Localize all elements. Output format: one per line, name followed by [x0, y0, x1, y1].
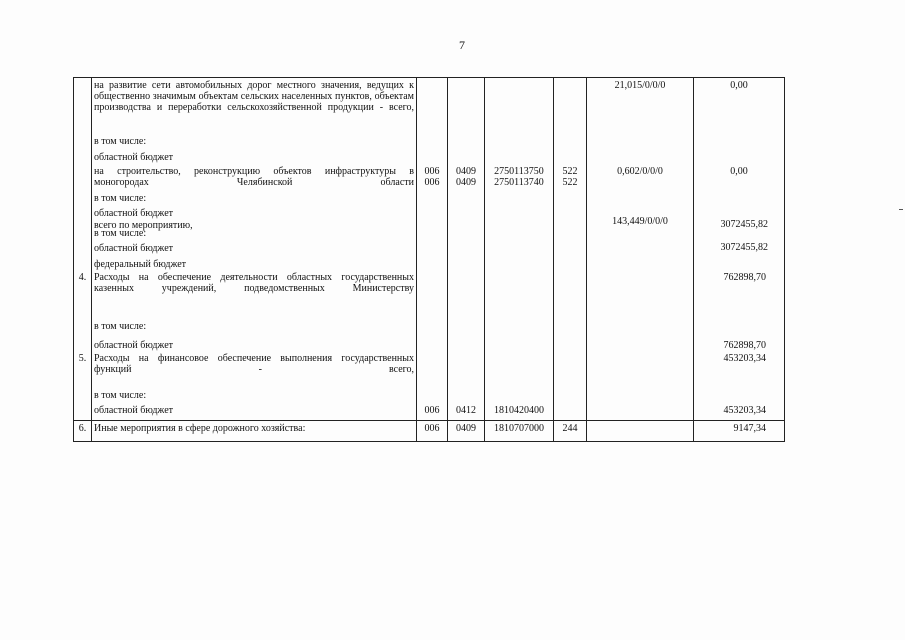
row-description: областной бюджет	[94, 340, 174, 351]
table-border-left	[73, 77, 74, 442]
row-description: в том числе:	[94, 390, 147, 401]
amount-value: 453203,34	[723, 353, 766, 364]
column-divider	[553, 77, 554, 442]
target-code: 2750113740	[494, 177, 544, 188]
row-description: федеральный бюджет	[94, 259, 187, 270]
table-border-top	[73, 77, 785, 78]
section-code: 0409	[456, 423, 476, 434]
row-description: Иные мероприятия в сфере дорожного хозяйства:	[94, 423, 306, 434]
target-code: 1810420400	[494, 405, 544, 416]
scan-edge-mark	[899, 209, 903, 210]
row-number: 4.	[78, 272, 87, 283]
column-divider	[484, 77, 485, 442]
row-description: на развитие сети автомобильных дорог местного значения, ведущих к общественно значимым объектам сельских населенных пунктов, объектам производства и переработки сельскохозяйственной продукции - всего,	[94, 80, 414, 113]
expense-type-code: 244	[562, 423, 578, 434]
column-divider	[91, 77, 92, 442]
page-number: 7	[459, 38, 465, 52]
column-divider	[416, 77, 417, 442]
row-description: в том числе:	[94, 228, 147, 239]
section-code: 0409	[456, 166, 476, 177]
table-border-bottom	[73, 441, 785, 442]
amount-value: 762898,70	[723, 272, 766, 283]
row-description: областной бюджет	[94, 208, 174, 219]
target-code: 1810707000	[494, 423, 544, 434]
row-number: 6.	[78, 423, 87, 434]
mixed-funding-value: 0,602/0/0/0	[617, 166, 663, 177]
ministry-code: 006	[424, 166, 440, 177]
amount-value: 9147,34	[733, 423, 766, 434]
row-description: на строительство, реконструкцию объектов инфраструктуры в моногородах Челябинской области	[94, 166, 414, 188]
amount-value: 0,00	[730, 166, 748, 177]
row-description: всего по мероприятию,	[94, 220, 193, 231]
ministry-code: 006	[424, 405, 440, 416]
row-description: областной бюджет	[94, 405, 174, 416]
row-number: 5.	[78, 353, 87, 364]
row-description: Расходы на финансовое обеспечение выполнения государственных функций - всего,	[94, 353, 414, 375]
column-divider	[447, 77, 448, 442]
ministry-code: 006	[424, 177, 440, 188]
row-divider	[73, 420, 785, 421]
row-description: в том числе:	[94, 193, 147, 204]
table-border-right	[784, 77, 785, 442]
row-description: в том числе:	[94, 136, 147, 147]
mixed-funding-value: 143,449/0/0/0	[612, 216, 668, 227]
expense-type-code: 522	[562, 166, 578, 177]
amount-value: 762898,70	[723, 340, 766, 351]
row-description: областной бюджет	[94, 152, 174, 163]
expense-type-code: 522	[562, 177, 578, 188]
row-description: в том числе:	[94, 321, 147, 332]
section-code: 0412	[456, 405, 476, 416]
mixed-funding-value: 21,015/0/0/0	[614, 80, 666, 91]
target-code: 2750113750	[494, 166, 544, 177]
row-description: областной бюджет	[94, 243, 174, 254]
column-divider	[693, 77, 694, 442]
amount-value: 453203,34	[723, 405, 766, 416]
row-description: Расходы на обеспечение деятельности областных государственных казенных учреждений, подведомственных Министерству	[94, 272, 414, 294]
amount-value: 3072455,82	[720, 219, 768, 230]
amount-value: 3072455,82	[720, 242, 768, 253]
section-code: 0409	[456, 177, 476, 188]
amount-value: 0,00	[730, 80, 748, 91]
column-divider	[586, 77, 587, 442]
ministry-code: 006	[424, 423, 440, 434]
